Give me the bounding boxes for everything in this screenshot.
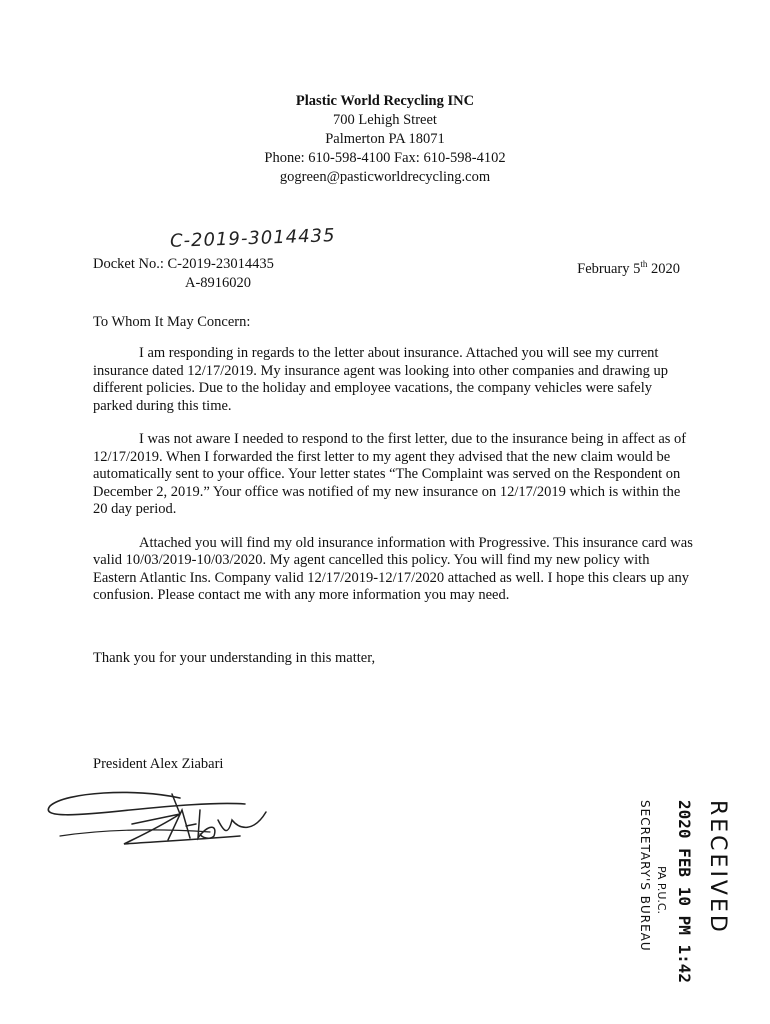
company-city: Palmerton PA 18071 (325, 131, 445, 147)
stamp-received-text: RECEIVED (705, 800, 730, 935)
date-suffix: th (640, 259, 648, 269)
received-stamp-rotated (580, 800, 730, 984)
docket-number: C-2019-23014435 (167, 256, 274, 272)
stamp-bureau: SECRETARY'S BUREAU (638, 800, 652, 952)
date-month-day: February 5 (577, 260, 641, 277)
letterhead (0, 92, 770, 187)
letter-date (577, 255, 680, 279)
body-paragraph-3: Attached you will find my old insurance information with Progressive. This insurance card was valid 10/03/2019-10/03/2020. My agent cancelled this policy. You will find my new policy with Eastern Atlantic Ins. Company valid 12/17/2019-12/17/2020 attached as well. I hope this clears up any confusion. Please contact me with any more information you may need. (93, 534, 693, 603)
date-year: 2020 (651, 260, 680, 277)
salutation: To Whom It May Concern: (93, 314, 251, 330)
handwritten-docket-number: C-2019-3014435 (169, 225, 336, 252)
stamp-department: PA P.U.C. (655, 865, 668, 915)
closing-line: Thank you for your understanding in this matter, (93, 650, 376, 666)
received-stamp (580, 800, 730, 984)
company-name: Plastic World Recycling INC (295, 93, 475, 109)
docket-number-secondary: A-8916020 (185, 275, 252, 291)
docket-label: Docket No.: (93, 256, 164, 272)
body-paragraph-1: I am responding in regards to the letter about insurance. Attached you will see my current insurance dated 12/17/2019. My insurance agent was looking into other companies and drawing up different policies. Due to the holiday and employee vacations, the company vehicles were safely parked during this time. (93, 345, 669, 414)
handwritten-signature (40, 780, 280, 855)
company-street: 700 Lehigh Street (333, 112, 437, 128)
letter-body (93, 345, 693, 621)
company-email: gogreen@pasticworldrecycling.com (279, 169, 491, 185)
body-paragraph-2: I was not aware I needed to respond to the first letter, due to the insurance being in affect as of 12/17/2019. When I forwarded the first letter to my agent they advised that the new claim would be automatically sent to your office. Your letter states “The Complaint was served on the Respondent on December 2, 2019.” Your office was notified of my new insurance on 12/17/2019 which is within the 20 day period. (93, 431, 687, 517)
docket-block (93, 255, 274, 293)
signer-name: President Alex Ziabari (93, 756, 224, 772)
company-phone-fax: Phone: 610-598-4100 Fax: 610-598-4102 (264, 150, 506, 166)
stamp-datetime: 2020 FEB 10 PM 1:42 (675, 800, 694, 984)
